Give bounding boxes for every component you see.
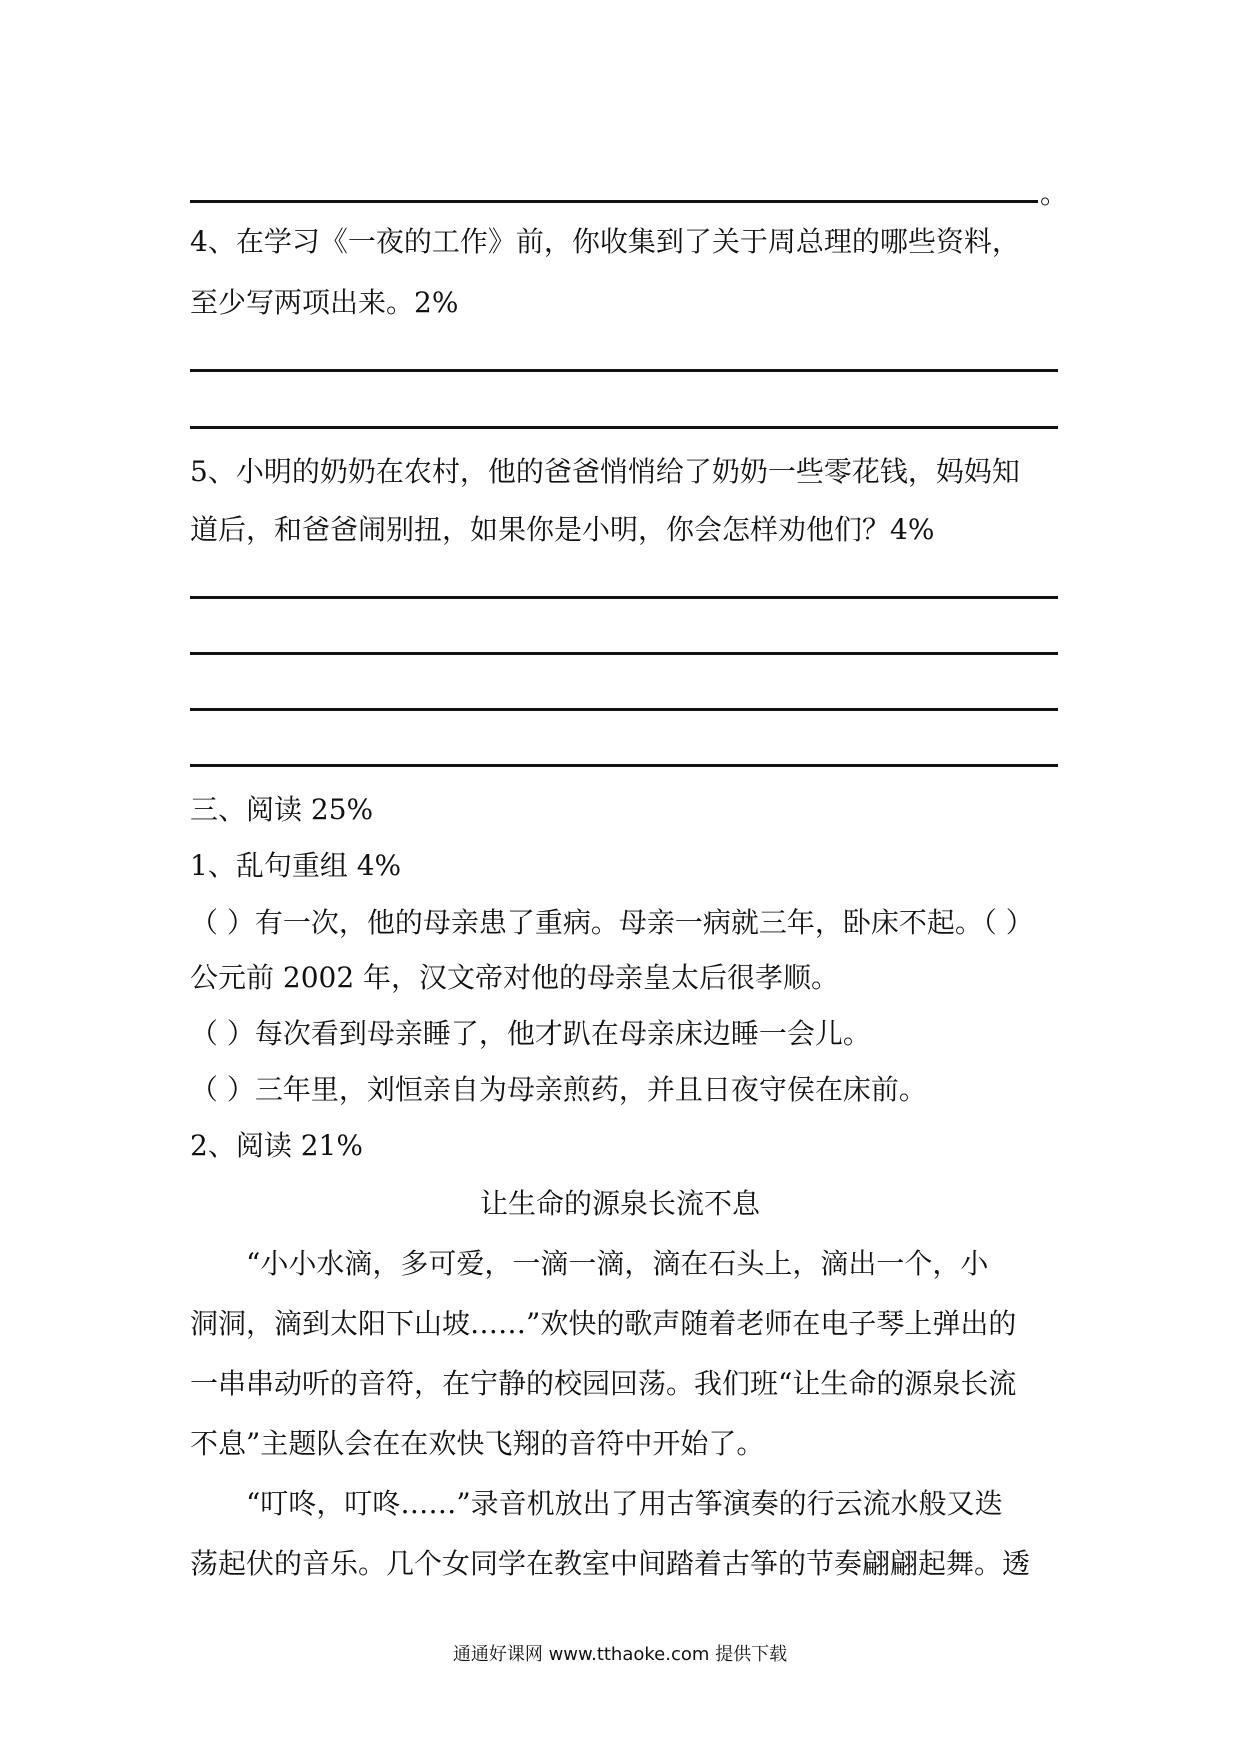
article-p2-l2: 荡起伏的音乐。几个女同学在教室中间踏着古筝的节奏翩翩起舞。透 [190,1547,1031,1580]
q4-line1: 4、在学习《一夜的工作》前，你收集到了关于周总理的哪些资料， [190,225,1020,258]
answer-line-top[interactable] [190,200,1038,203]
answer-line-q5-3[interactable] [190,708,1058,711]
page-footer: 通通好课网 www.tthaoke.com 提供下载 [452,1644,788,1665]
answer-line-q4-2[interactable] [190,426,1058,429]
q5-line1: 5、小明的奶奶在农村，他的爸爸悄悄给了奶奶一些零花钱，妈妈知 [190,455,1020,488]
q4-line2: 至少写两项出来。2% [190,286,459,319]
reading-subheading: 2、阅读 21% [190,1129,363,1162]
answer-line-q5-2[interactable] [190,652,1058,655]
section3-heading: 三、阅读 25% [190,793,374,826]
answer-line-q5-1[interactable] [190,596,1058,599]
reorder-sentence-1: （ ）有一次，他的母亲患了重病。母亲一病就三年，卧床不起。（ ） [190,906,1034,939]
article-p1-l4: 不息”主题队会在在欢快飞翔的音符中开始了。 [190,1427,765,1460]
article-p1-l3: 一串串动听的音符，在宁静的校园回荡。我们班“让生命的源泉长流 [190,1367,1017,1400]
answer-line-q4-1[interactable] [190,369,1058,372]
article-p1-l2: 洞洞，滴到太阳下山坡……”欢快的歌声随着老师在电子琴上弹出的 [190,1307,1017,1340]
article-title: 让生命的源泉长流不息 [479,1187,760,1220]
reorder-sentence-2: （ ）每次看到母亲睡了，他才趴在母亲床边睡一会儿。 [190,1017,871,1050]
reorder-sentence-3: （ ）三年里，刘恒亲自为母亲煎药，并且日夜守侯在床前。 [190,1073,927,1106]
article-p1-l1: “小小水滴，多可爱，一滴一滴，滴在石头上，滴出一个，小 [190,1247,989,1280]
reorder-sentence-1b: 公元前 2002 年，汉文帝对他的母亲皇太后很孝顺。 [190,961,840,994]
q5-line2: 道后，和爸爸闹别扭，如果你是小明，你会怎样劝他们？4% [190,513,935,546]
reorder-subheading: 1、乱句重组 4% [190,849,402,882]
article-p2-l1: “叮咚，叮咚……”录音机放出了用古筝演奏的行云流水般又迭 [190,1487,1003,1520]
end-period: 。 [1040,177,1069,210]
answer-line-q5-4[interactable] [190,764,1058,767]
